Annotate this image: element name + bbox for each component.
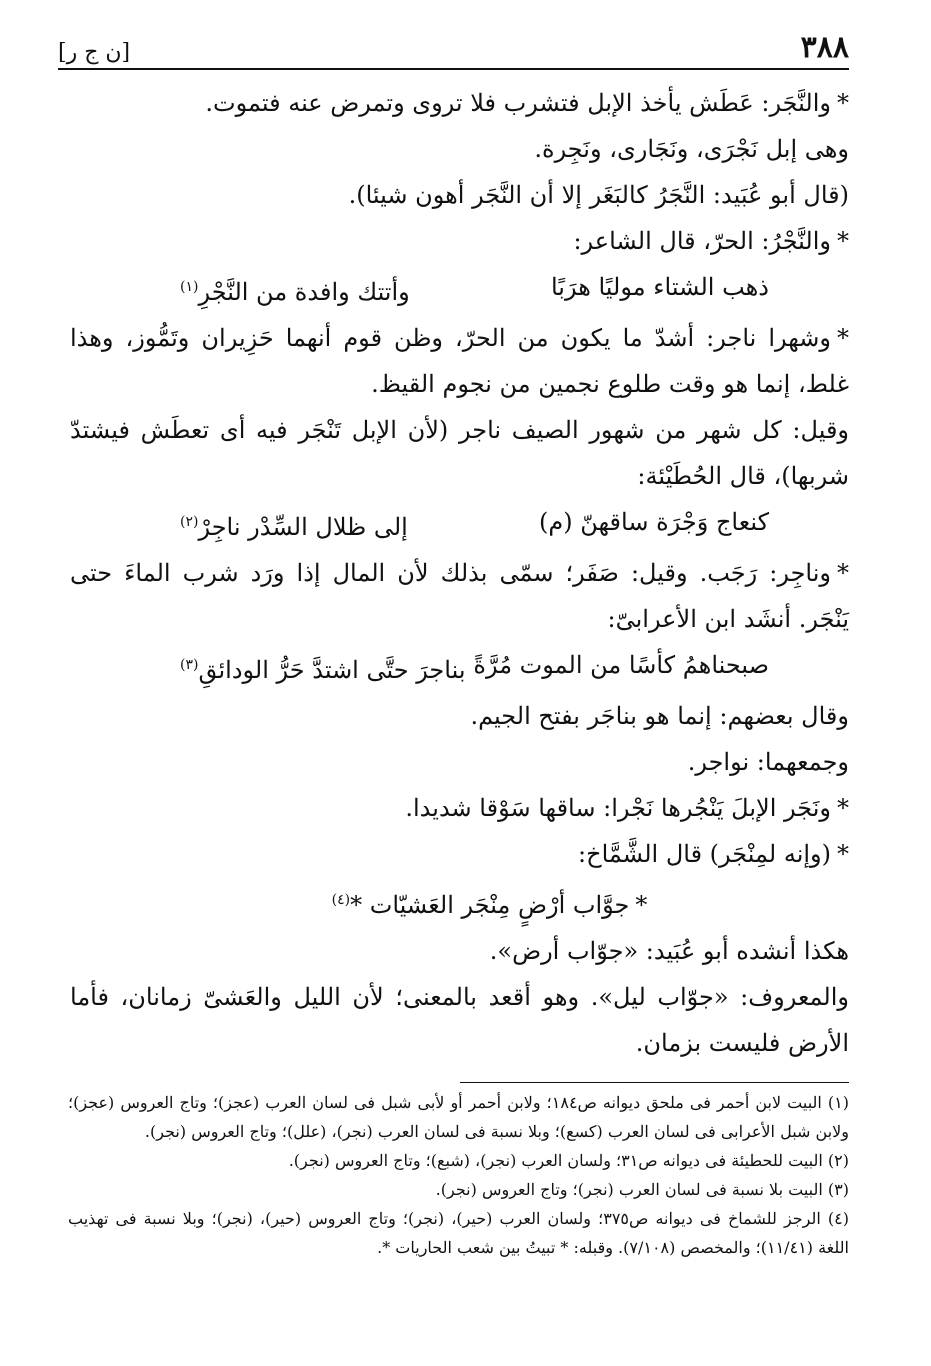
- paragraph: *وشهرا ناجر: أشدّ ما يكون من الحرّ، وظن قوم أنهما حَزِيران وتَمُّوز، وهذا غلط، إنما هو وقت طلوع نجمين من نجوم القيظ.: [70, 324, 849, 398]
- verse-2: [70, 499, 849, 550]
- text-line: وقال بعضهم: إنما هو بناجَر بفتح الجيم.: [470, 702, 849, 730]
- text-line: *والنَّجْرُ: الحرّ، قال الشاعر:: [573, 227, 849, 255]
- rajaz-line: جوَّاب أرْضٍ مِنْجَر العَشيّات: [369, 891, 630, 919]
- star-glyph: *: [837, 794, 849, 822]
- page-number: ٣٨٨: [800, 30, 849, 65]
- star-glyph: *: [350, 891, 363, 919]
- footnote-marker: (٢): [180, 514, 199, 530]
- verse-second-hemistich: بناجرَ حتَّى اشتدَّ حَرُّ الودائقِ$^{(٣)}$: [180, 656, 466, 684]
- verse-first-hemistich: كنعاج وَجْرَة ساقهنّ (م): [539, 508, 769, 536]
- verse-first-hemistich: ذهب الشتاء موليًا هرَبًا: [550, 273, 769, 301]
- verse-4: [70, 877, 849, 928]
- footnote: (٣) البيت بلا نسبة فى لسان العرب (نجر)؛ وتاج العروس (نجر).: [435, 1180, 849, 1199]
- verse-second-hemistich: وأتتك وافدة من النَّجْرِ$^{(١)}$: [180, 278, 410, 306]
- footnotes: [68, 1088, 849, 1262]
- footnote-marker: (٤): [331, 892, 351, 908]
- footnote: (٤) الرجز للشماخ فى ديوانه ص٣٧٥؛ ولسان العرب (حير)، (نجر)؛ وتاج العروس (حير)، (نجر)؛ وبلا نسبة فى تهذيب اللغة (١١/٤١)؛ والمخصص (٧/١٠٨). وقبله: * تبيتُ بين شعب الحاريات *.: [68, 1209, 849, 1257]
- page-header: [58, 28, 849, 70]
- text-line: *والنَّجَر: عَطَش يأخذ الإبل فتشرب فلا تروى وتمرض عنه فتموت.: [205, 89, 849, 117]
- star-glyph: *: [837, 324, 849, 352]
- verse-1: [70, 264, 849, 315]
- verse-second-hemistich: إلى ظلال السِّدْر ناجِرْ$^{(٢)}$: [180, 513, 408, 541]
- footnote-divider: [460, 1082, 849, 1083]
- star-glyph: *: [635, 891, 648, 919]
- star-glyph: *: [837, 840, 849, 868]
- root-reference: [ن ج ر]: [58, 40, 131, 65]
- paragraph: *وناجِر: رَجَب. وقيل: صَفَر؛ سمّى بذلك لأن المال إذا ورَد شرب الماءَ حتى يَنْجَر. أنشَد ابن الأعرابىّ:: [70, 559, 849, 633]
- text-line: هكذا أنشده أبو عُبَيد: «جوّاب أرض».: [489, 937, 849, 965]
- paragraph: وقيل: كل شهر من شهور الصيف ناجر (لأن الإبل تَنْجَر فيه أى تعطَش فيشتدّ شربها)، قال الحُطَيْئة:: [70, 416, 850, 490]
- text-line: *ونَجَر الإبلَ يَنْجُرها نَجْرا: ساقها سَوْقا شديدا.: [405, 794, 849, 822]
- verse-first-hemistich: صبحناهمُ كأسًا من الموت مُرَّةً: [473, 651, 769, 679]
- text-line: (قال أبو عُبَيد: النَّجَرُ كالبَغَر إلا أن النَّجَر أهون شيئا).: [348, 181, 849, 209]
- text-line: وجمعهما: نواجر.: [687, 748, 849, 776]
- footnote-marker: (٣): [180, 657, 199, 673]
- text-line: وهى إبل نَجْرَى، ونَجَارى، ونَجِرة.: [534, 135, 849, 163]
- footnote-marker: (١): [180, 279, 199, 295]
- verse-3: [70, 642, 849, 693]
- star-glyph: *: [837, 559, 849, 587]
- footnote: (٢) البيت للحطيئة فى ديوانه ص٣١؛ ولسان العرب (نجر)، (شبع)؛ وتاج العروس (نجر).: [288, 1151, 849, 1170]
- main-text: [70, 80, 849, 1066]
- footnote: (١) البيت لابن أحمر فى ملحق ديوانه ص١٨٤؛ ولابن أحمر أو لأبى شبل فى لسان العرب (عجز)؛ وتاج العروس (عجز)؛ ولابن شبل الأعرابى فى لسان العرب (كسع)؛ وبلا نسبة فى لسان العرب (نجر)، (علل)؛ وتاج العروس (نجر).: [68, 1093, 850, 1141]
- star-glyph: *: [837, 227, 849, 255]
- text-line: *(وإنه لمِنْجَر) قال الشَّمَّاخ:: [578, 840, 849, 868]
- star-glyph: *: [837, 89, 849, 117]
- paragraph: والمعروف: «جوّاب ليل». وهو أقعد بالمعنى؛ لأن الليل والعَشىّ زمانان، فأما الأرض فليست بزمان.: [70, 983, 849, 1057]
